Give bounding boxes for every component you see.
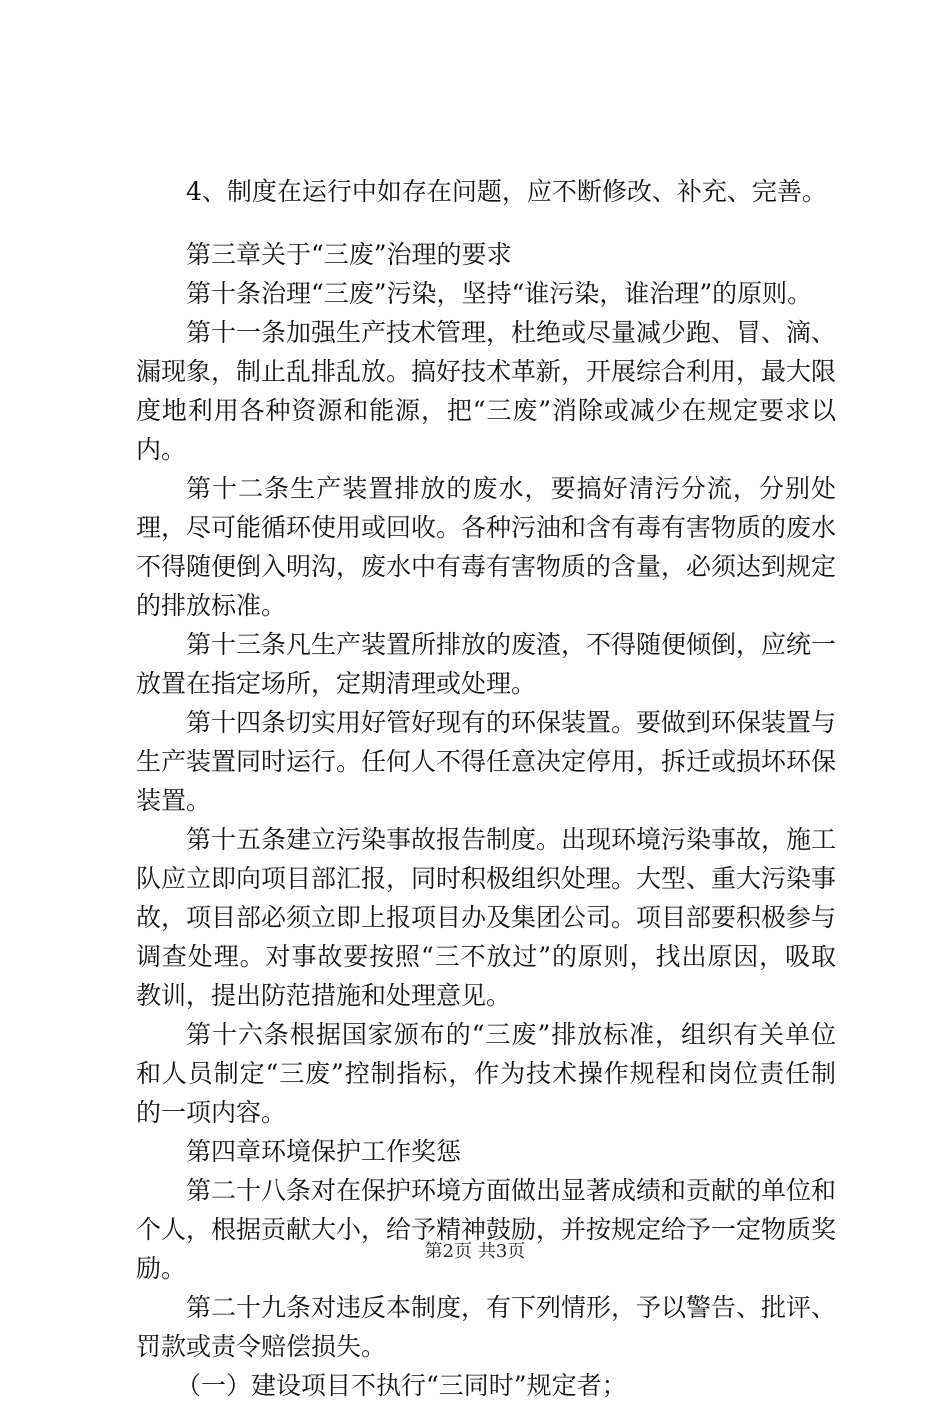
article-28: 第二十八条对在保护环境方面做出显著成绩和贡献的单位和个人，根据贡献大小，给予精神鼓励，并按规定给予一定物质奖励。 — [136, 1176, 837, 1283]
paragraph-item-4: 4、制度在运行中如存在问题，应不断修改、补充、完善。 — [186, 177, 827, 206]
document-body — [136, 172, 836, 1405]
article-16: 第十六条根据国家颁布的“三废”排放标准，组织有关单位和人员制定“三废”控制指标，作为技术操作规程和岗位责任制的一项内容。 — [136, 1020, 836, 1127]
article-29: 第二十九条对违反本制度，有下列情形，予以警告、批评、罚款或责令赔偿损失。 — [136, 1293, 837, 1361]
chapter-heading-4: 第四章环境保护工作奖惩 — [186, 1137, 462, 1166]
article-11: 第十一条加强生产技术管理，杜绝或尽量减少跑、冒、滴、漏现象，制止乱排乱放。搞好技术革新，开展综合利用，最大限度地利用各种资源和能源，把“三废”消除或减少在规定要求以内。 — [136, 318, 837, 464]
article-14: 第十四条切实用好管好现有的环保装置。要做到环保装置与生产装置同时运行。任何人不得任意决定停用，拆迁或损坏环保装置。 — [136, 708, 837, 815]
article-12: 第十二条生产装置排放的废水，要搞好清污分流，分别处理，尽可能循环使用或回收。各种污油和含有毒有害物质的废水不得随便倒入明沟，废水中有毒有害物质的含量，必须达到规定的排放标准。 — [136, 474, 837, 620]
page-footer: 第2页 共3页 — [424, 1241, 526, 1262]
chapter-heading-3: 第三章关于“三废”治理的要求 — [186, 240, 512, 269]
article-10: 第十条治理“三废”污染，坚持“谁污染，谁治理”的原则。 — [186, 279, 813, 308]
list-item-1: （一）建设项目不执行“三同时”规定者； — [176, 1371, 627, 1400]
article-13: 第十三条凡生产装置所排放的废渣，不得随便倾倒，应统一放置在指定场所，定期清理或处理。 — [136, 630, 837, 698]
article-15: 第十五条建立污染事故报告制度。出现环境污染事故，施工队应立即向项目部汇报，同时积极组织处理。大型、重大污染事故，项目部必须立即上报项目办及集团公司。项目部要积极参与调查处理。对事故要按照“三不放过”的原则，找出原因，吸取教训，提出防范措施和处理意见。 — [136, 825, 837, 1010]
